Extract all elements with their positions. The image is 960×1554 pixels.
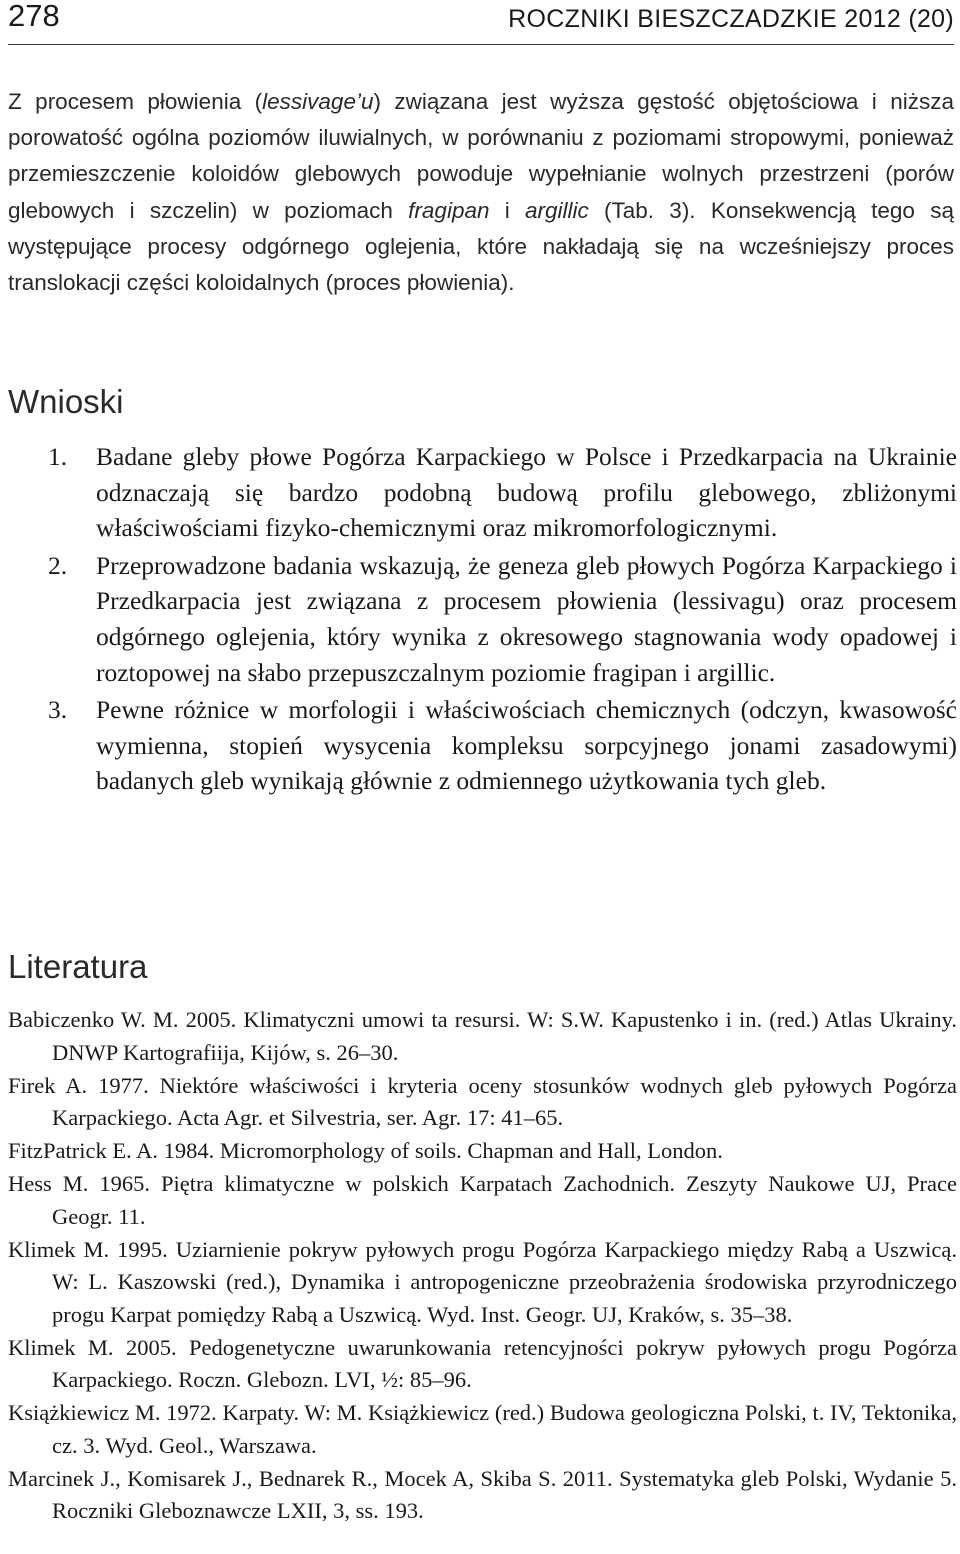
conclusion-text: Badane gleby płowe Pogórza Karpackiego w Polsce i Przedkarpacia na Ukrainie odznaczają się bardzo podobną budową profilu glebowego, zbliżonymi właściwościami fizyko-chemicznymi oraz mikromorfologicznymi. <box>96 442 957 543</box>
conclusion-number: 2. <box>48 550 68 580</box>
conclusion-number: 3. <box>48 694 68 724</box>
intro-italic-term: fragipan <box>408 197 490 223</box>
reference-item: Babiczenko W. M. 2005. Klimatyczni umowi ta resursi. W: S.W. Kapustenko i in. (red.) Atlas Ukrainy. DNWP Kartografiija, Kijów, s. 26–30. <box>8 1007 957 1065</box>
conclusion-text: Pewne różnice w morfologii i właściwościach chemicznych (odczyn, kwasowość wymienna, stopień wysycenia kompleksu sorpcyjnego jonami zasadowymi) badanych gleb wynikają głównie z odmiennego użytkowania tych gleb. <box>96 694 957 796</box>
reference-item: Książkiewicz M. 1972. Karpaty. W: M. Książkiewicz (red.) Budowa geologiczna Polski, t. IV, Tektonika, cz. 3. Wyd. Geol., Warszawa. <box>8 1400 957 1458</box>
intro-paragraph <box>8 84 954 301</box>
page-header <box>8 0 954 45</box>
conclusion-text: Przeprowadzone badania wskazują, że geneza gleb płowych Pogórza Karpackiego i Przedkarpacia jest związana z procesem płowienia (lessivagu) oraz procesem odgórnego oglejenia, który wynika z okresowego stagnowania wody opadowej i roztopowej na słabo przepuszczalnym poziomie fragipan i argillic. <box>96 550 957 687</box>
conclusions-list <box>8 439 957 801</box>
conclusion-item <box>8 439 957 546</box>
page-number: 278 <box>8 0 60 33</box>
conclusion-item <box>8 692 957 799</box>
intro-text: Z procesem płowienia ( <box>8 89 263 114</box>
reference-list <box>8 1004 957 1528</box>
reference-item: Hess M. 1965. Piętra klimatyczne w polskich Karpatach Zachodnich. Zeszyty Naukowe UJ, Prace Geogr. 11. <box>8 1171 957 1229</box>
reference-item: Klimek M. 1995. Uziarnienie pokryw pyłowych progu Pogórza Karpackiego między Rabą a Uszwicą. W: L. Kaszowski (red.), Dynamika i antropogeniczne przeobrażenia środowiska przyrodniczego progu Karpat pomiędzy Rabą a Uszwicą. Wyd. Inst. Geogr. UJ, Kraków, s. 35–38. <box>8 1236 957 1327</box>
reference-item: Klimek M. 2005. Pedogenetyczne uwarunkowania retencyjności pokryw pyłowych progu Pogórza Karpackiego. Roczn. Glebozn. LVI, ½: 85–96. <box>8 1334 957 1392</box>
intro-text: (Tab. 3). Konsekwencją tego są występujące procesy odgórnego oglejenia, które nakładają się na wcześniejszy proces translokacji części koloidalnych (proces płowienia). <box>8 197 954 296</box>
intro-italic-term: lessivage’u <box>262 89 374 114</box>
conclusion-number: 1. <box>48 442 68 471</box>
intro-text: i <box>489 197 525 223</box>
reference-item: Firek A. 1977. Niektóre właściwości i kryteria oceny stosunków wodnych gleb pyłowych Pogórza Karpackiego. Acta Agr. et Silvestria, ser. Agr. 17: 41–65. <box>8 1072 957 1130</box>
literature-heading: Literatura <box>8 948 148 985</box>
conclusions-heading: Wnioski <box>8 383 124 420</box>
conclusion-item <box>8 548 957 691</box>
intro-italic-term: argillic <box>525 197 589 223</box>
reference-item: FitzPatrick E. A. 1984. Micromorphology of soils. Chapman and Hall, London. <box>8 1138 723 1163</box>
journal-title: ROCZNIKI BIESZCZADZKIE 2012 (20) <box>508 5 954 33</box>
intro-text: ) związana jest wyższa gęstość objętościowa i niższa porowatość ogólna poziomów iluwialnych, w porównaniu z poziomami stropowymi, ponieważ przemieszczenie koloidów glebowych powoduje wypełnianie wolnych przestrzeni (porów glebowych i szczelin) w poziomach <box>8 89 954 223</box>
reference-item: Marcinek J., Komisarek J., Bednarek R., Mocek A, Skiba S. 2011. Systematyka gleb Polski, Wydanie 5. Roczniki Gleboznawcze LXII, 3, ss. 193. <box>8 1465 957 1523</box>
